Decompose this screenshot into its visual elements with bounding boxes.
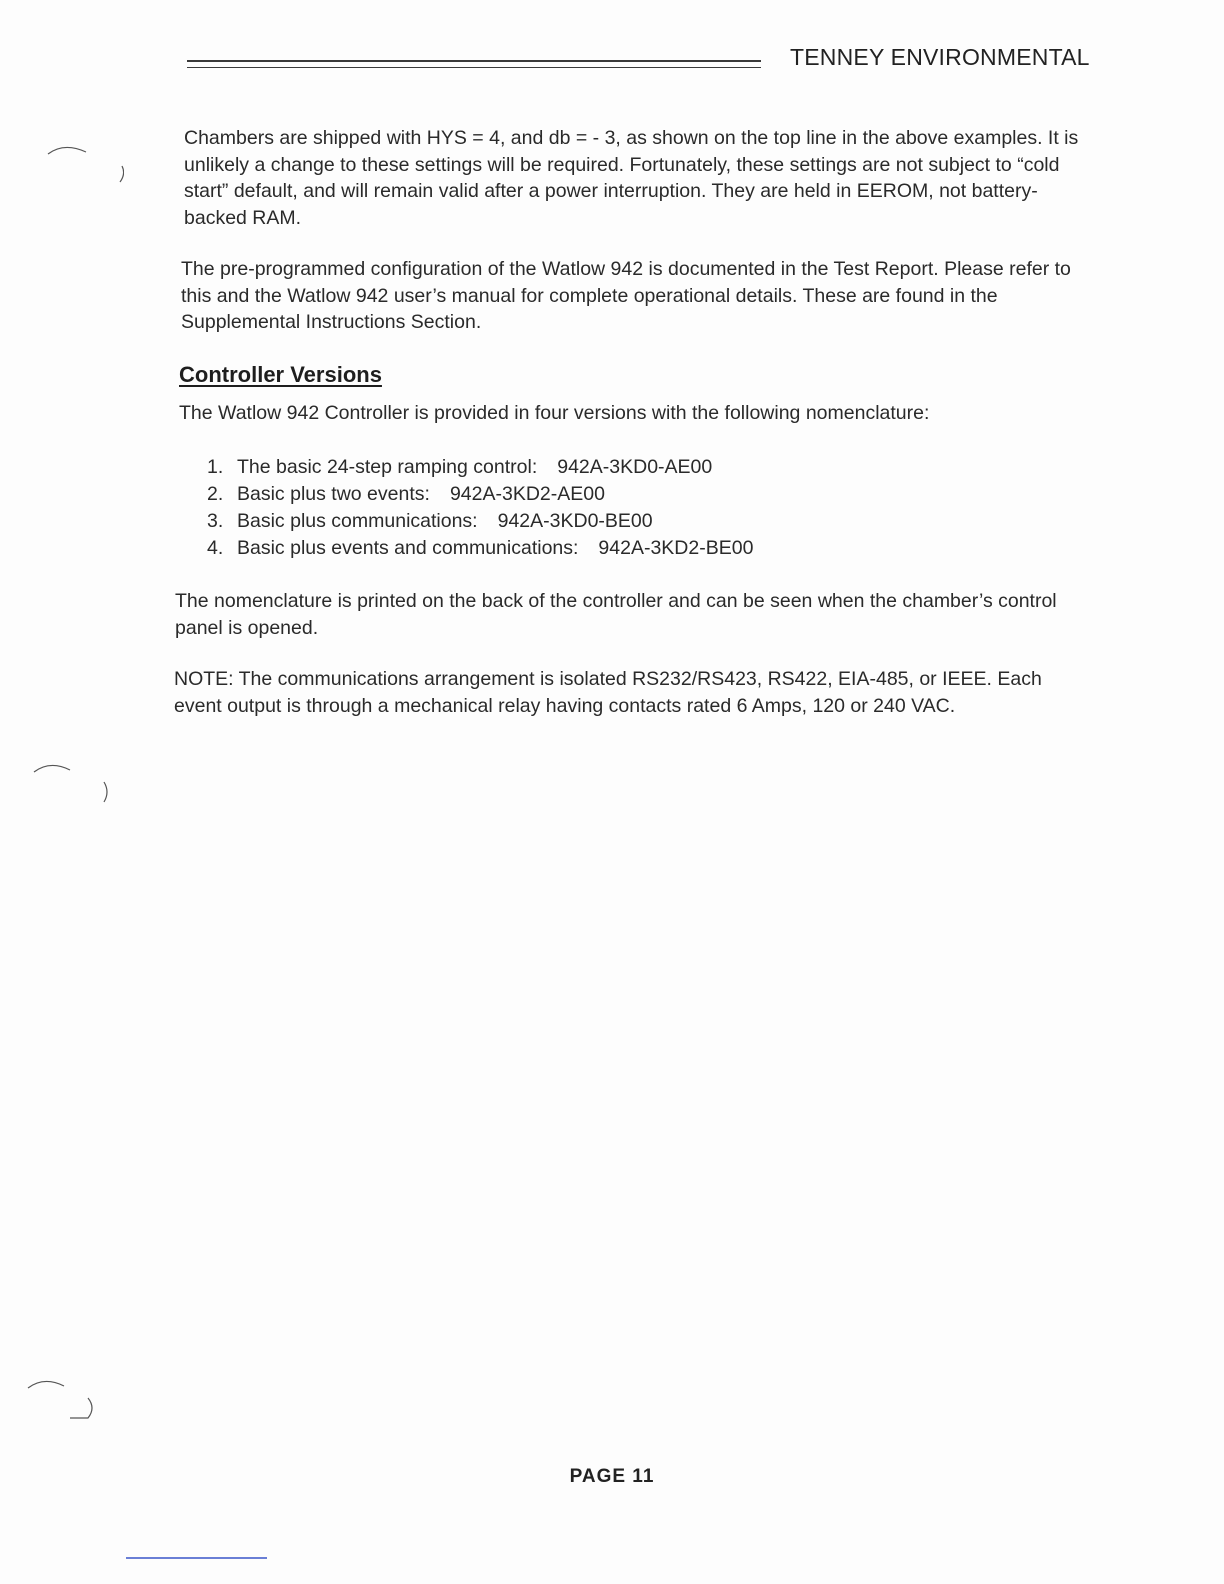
version-item (207, 481, 753, 508)
paragraph-shipping-settings: Chambers are shipped with HYS = 4, and db = - 3, as shown on the top line in the above examples. It is unlikely a change to these settings will be required. Fortunately, these settings are not subject to “cold start” default, and will remain valid after a power interruption. They are held in EEROM, not battery-backed RAM. (184, 127, 1079, 229)
version-code: 942A-3KD2-BE00 (598, 537, 754, 559)
version-code: 942A-3KD0-AE00 (557, 456, 713, 478)
header-title: TENNEY ENVIRONMENTAL (790, 44, 1090, 70)
version-label: The basic 24-step ramping control: (237, 456, 538, 478)
version-number: 1. (207, 456, 224, 478)
version-code: 942A-3KD0-BE00 (497, 510, 653, 532)
version-label: Basic plus communications: (237, 510, 478, 532)
version-list (207, 454, 753, 562)
version-number: 2. (207, 483, 224, 505)
section-heading-controller-versions: Controller Versions (179, 362, 382, 387)
header-rule (187, 60, 761, 68)
paragraph-nomenclature-location: The nomenclature is printed on the back of the controller and can be seen when the chamber’s control panel is opened. (175, 590, 1057, 639)
version-label: Basic plus events and communications: (237, 537, 579, 559)
page-number: PAGE 11 (569, 1466, 655, 1487)
version-code: 942A-3KD2-AE00 (449, 483, 605, 505)
binder-hole-mark-icon (24, 1374, 104, 1434)
bottom-edge-line (126, 1557, 267, 1559)
paragraph-communications-note: NOTE: The communications arrangement is isolated RS232/RS423, RS422, EIA-485, or IEEE. Each event output is through a mechanical relay having contacts rated 6 Amps, 120 or 240 VAC. (174, 668, 1042, 717)
paragraph-configuration: The pre-programmed configuration of the Watlow 942 is documented in the Test Report. Please refer to this and the Watlow 942 user’s manual for complete operational details. These are found in the Supplemental Instructions Section. (181, 258, 1071, 333)
version-item (207, 535, 753, 562)
binder-hole-mark-icon (30, 758, 110, 818)
version-item (207, 508, 753, 535)
version-number: 4. (207, 537, 224, 559)
version-number: 3. (207, 510, 224, 532)
paragraph-versions-intro: The Watlow 942 Controller is provided in four versions with the following nomenclature: (179, 402, 930, 424)
version-item (207, 454, 753, 481)
binder-hole-mark-icon (44, 140, 124, 200)
version-label: Basic plus two events: (237, 483, 430, 505)
